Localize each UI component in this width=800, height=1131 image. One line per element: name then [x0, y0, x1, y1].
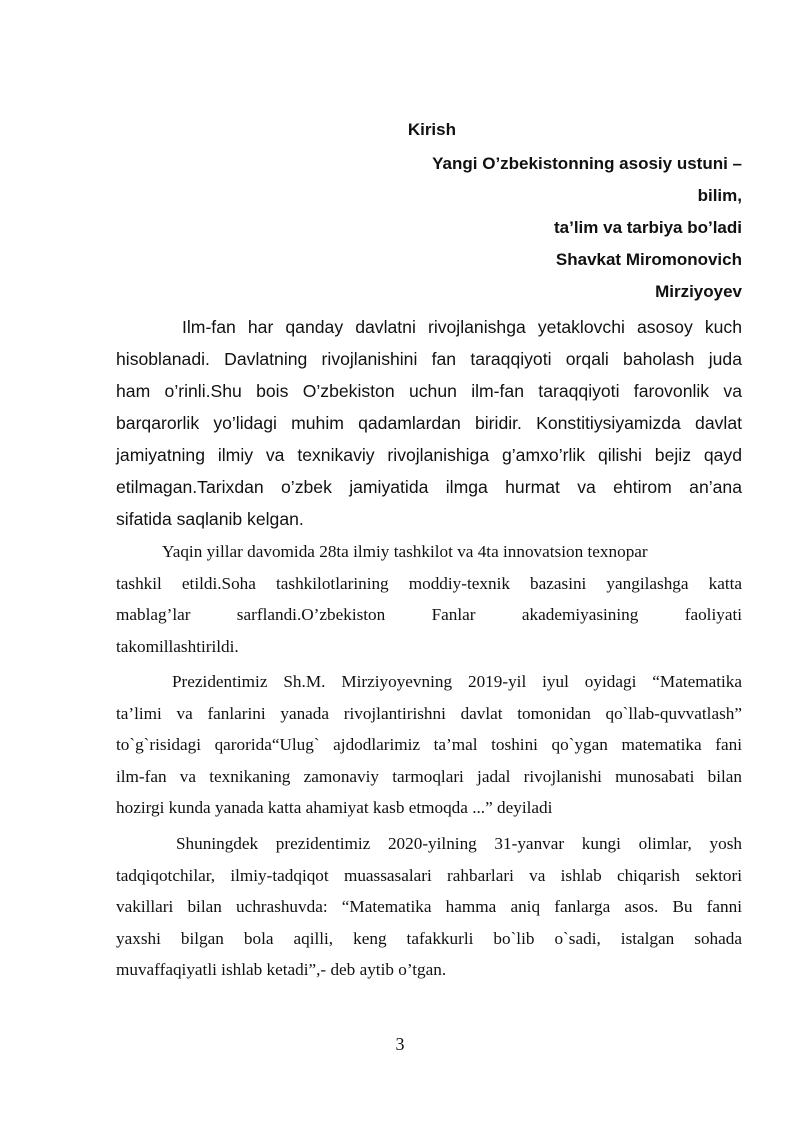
epigraph-author-name: Shavkat Miromonovich [555, 250, 742, 269]
paragraph-line: muvaffaqiyatli ishlab ketadi”,- deb aytib o’tgan. [116, 960, 447, 979]
paragraph-line: ilm-fan va texnikaning zamonaviy tarmoqlari jadal rivojlanishi munosabati bilan [116, 766, 742, 786]
section-heading: Kirish [407, 120, 456, 139]
paragraph-line: mablag’lar sarflandi.O’zbekiston Fanlar akademiyasining faoliyati [116, 605, 742, 624]
paragraph-line: yaxshi bilgan bola aqilli, keng tafakkurli bo`lib o`sadi, istalgan sohada [116, 928, 742, 948]
paragraph-quote [116, 828, 742, 986]
paragraph-line: tadqiqotchilar, ilmiy-tadqiqot muassasalari rahbarlari va ishlab chiqarish sektori [116, 865, 742, 885]
paragraph-line: Yaqin yillar davomida 28ta ilmiy tashkilot va 4ta innovatsion texnopar [162, 542, 648, 561]
paragraph-line: Ilm-fan har qanday davlatni rivojlanishga yetaklovchi asosoy kuch [182, 317, 742, 337]
paragraph-organizations [116, 536, 742, 662]
epigraph-line: bilim, [697, 186, 742, 205]
paragraph-line: takomillashtirildi. [116, 636, 239, 656]
epigraph [322, 148, 742, 308]
paragraph-line: jamiyatning ilmiy va texnikaviy rivojlanishiga g’amxo’rlik qilishi bejiz qayd [116, 445, 742, 465]
paragraph-line: Shuningdek prezidentimiz 2020-yilning 31-yanvar kungi olimlar, yosh [176, 834, 742, 853]
epigraph-line: Yangi O’zbekistonning asosiy ustuni – [432, 154, 742, 173]
paragraph-line: Prezidentimiz Sh.M. Mirziyoyevning 2019-yil iyul oyidagi “Matematika [172, 672, 742, 691]
paragraph-line: hisoblanadi. Davlatning rivojlanishini fan taraqqiyoti orqali baholash juda [116, 349, 742, 369]
paragraph-line: vakillari bilan uchrashuvda: “Matematika hamma aniq fanlarga asos. Bu fanni [116, 897, 742, 916]
paragraph-intro [116, 311, 742, 535]
paragraph-line: to`g`risidagi qarorida“Ulug` ajdodlarimiz ta’mal toshini qo`ygan matematika fani [116, 735, 742, 754]
paragraph-line: hozirgi kunda yanada katta ahamiyat kasb etmoqda ...” deyiladi [116, 798, 553, 817]
paragraph-line: sifatida saqlanib kelgan. [116, 509, 304, 529]
epigraph-author-surname: Mirziyoyev [655, 282, 742, 301]
page-number: 3 [395, 1034, 405, 1054]
paragraph-line: ta’limi va fanlarini yanada rivojlantirishni davlat tomonidan qo`llab-quvvatlash” [116, 703, 742, 723]
paragraph-decree [116, 666, 742, 824]
paragraph-line: etilmagan.Tarixdan o’zbek jamiyatida ilmga hurmat va ehtirom an’ana [116, 477, 742, 497]
paragraph-line: barqarorlik yo’lidagi muhim qadamlardan biridir. Konstitiysiyamizda davlat [116, 413, 742, 433]
paragraph-line: tashkil etildi.Soha tashkilotlarining moddiy-texnik bazasini yangilashga katta [116, 573, 742, 593]
paragraph-line: ham o’rinli.Shu bois O’zbekiston uchun ilm-fan taraqqiyoti farovonlik va [116, 381, 742, 401]
epigraph-line: ta’lim va tarbiya bo’ladi [553, 218, 742, 237]
